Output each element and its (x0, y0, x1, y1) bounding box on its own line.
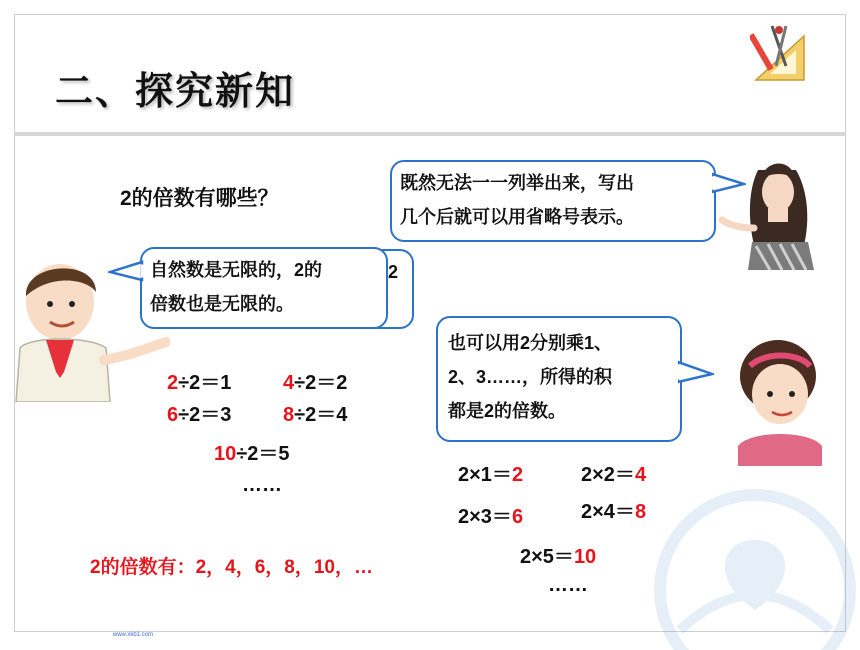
multiplication-equation (581, 495, 646, 524)
division-rest: ÷2＝2 (294, 372, 348, 394)
girl-speech-bubble (436, 316, 682, 442)
division-equation (167, 366, 231, 395)
division-dividend: 8 (283, 404, 295, 426)
footer-tiny-text: www.xkb1.com (113, 632, 154, 638)
boy-speech-bubble (140, 247, 388, 329)
multiplication-expr: 2×2＝ (581, 464, 635, 486)
watermark-logo (640, 480, 860, 650)
multiplication-expr: 2×3＝ (458, 506, 512, 528)
boy-bubble-line-1: 自然数是无限的，2的 (150, 260, 323, 280)
division-ellipsis: …… (242, 474, 282, 496)
division-rest: ÷2＝3 (178, 404, 232, 426)
division-dividend: 6 (167, 404, 179, 426)
division-equation (283, 398, 347, 427)
multiplication-expr: 2×1＝ (458, 464, 512, 486)
slide-title: 二、探究新知 (55, 71, 296, 113)
division-rest: ÷2＝1 (178, 372, 232, 394)
title-divider (14, 132, 846, 136)
division-rest: ÷2＝4 (294, 404, 348, 426)
multiplication-product: 2 (511, 464, 524, 486)
multiplication-expr: 2×5＝ (520, 546, 574, 568)
girl-illustration (730, 336, 826, 466)
multiplication-product: 6 (511, 506, 524, 528)
boy-illustration (10, 252, 170, 402)
multiplication-product: 10 (573, 546, 597, 568)
multiplication-equation (520, 540, 596, 569)
division-dividend: 10 (214, 443, 237, 465)
girl-bubble-line-3: 都是2的倍数。 (448, 401, 567, 421)
multiplication-ellipsis: …… (548, 574, 588, 596)
teacher-bubble-line-1: 既然无法一一列举出来，写出 (400, 173, 634, 193)
multiplication-equation (581, 458, 646, 487)
drawing-tools-icon (750, 22, 810, 84)
division-equation (214, 437, 289, 466)
division-equation (167, 398, 231, 427)
multiplication-product: 8 (634, 501, 647, 523)
teacher-illustration (718, 150, 830, 270)
multiplication-expr: 2×4＝ (581, 501, 635, 523)
multiplication-product: 4 (634, 464, 647, 486)
teacher-bubble-line-2: 几个后就可以用省略号表示。 (400, 207, 634, 227)
girl-bubble-line-2: 2、3……，所得的积 (448, 367, 613, 387)
multiplication-equation (458, 458, 523, 487)
multiplication-equation (458, 500, 523, 529)
multiples-summary: 2的倍数有：2，4，6，8，10，… (90, 557, 373, 578)
division-rest: ÷2＝5 (236, 443, 290, 465)
teacher-speech-bubble (390, 160, 716, 242)
girl-bubble-line-1: 也可以用2分别乘1、 (448, 333, 613, 353)
girl-bubble-tail (678, 360, 714, 386)
boy-bubble-overflow-text: 2 (388, 262, 399, 282)
division-equation (283, 366, 347, 395)
boy-bubble-line-2: 倍数也是无限的。 (150, 294, 294, 314)
division-dividend: 2 (167, 372, 179, 394)
question-text: 2的倍数有哪些？ (120, 187, 279, 210)
division-dividend: 4 (283, 372, 295, 394)
